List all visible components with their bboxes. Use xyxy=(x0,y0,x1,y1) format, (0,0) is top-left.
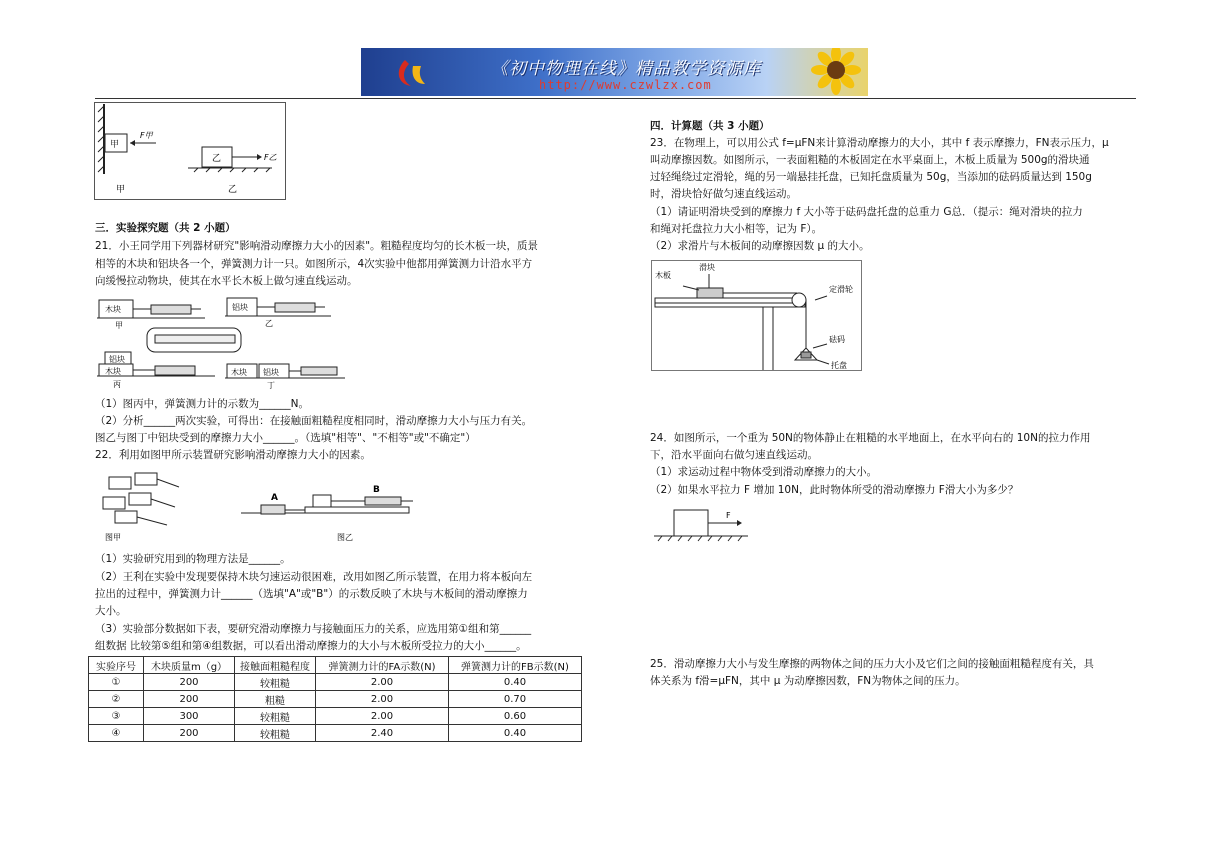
table-cell: ② xyxy=(89,691,144,708)
table-cell: 0.60 xyxy=(449,708,582,725)
fig21-ding: 丁 xyxy=(267,381,275,390)
q21-line-2: 相等的木块和铝块各一个，弹簧测力计一只。如图所示，4次实验中他都用弹簧测力计沿水平方 xyxy=(95,258,533,270)
fig-b-caption: 乙 xyxy=(228,185,238,195)
fig24-force-label: F xyxy=(726,511,731,520)
table-cell: 0.70 xyxy=(449,691,582,708)
experiment-table xyxy=(88,656,582,742)
table-cell: 较粗糙 xyxy=(235,674,316,691)
fig21-jia: 甲 xyxy=(115,321,123,330)
table-cell: 0.40 xyxy=(449,725,582,742)
table-cell: 200 xyxy=(144,674,235,691)
fig21-bing: 丙 xyxy=(113,380,121,389)
force-a-label: F甲 xyxy=(140,131,153,140)
table-header-cell: 接触面粗糙程度 xyxy=(235,657,316,674)
table-cell: 2.40 xyxy=(316,725,449,742)
table-header-cell: 弹簧测力计的FA示数(N) xyxy=(316,657,449,674)
q22-sub-6: 组数据 比较第⑤组和第④组数据，可以看出滑动摩擦力的大小与木板所受拉力的大小______。 xyxy=(95,640,527,652)
table-header-row xyxy=(89,657,582,674)
q23-line-3: 过轻绳绕过定滑轮，绳的另一端悬挂托盘，已知托盘质量为 50g，当添加的砝码质量达到 150g xyxy=(650,171,1092,183)
q25-line-1: 25．滑动摩擦力大小与发生摩擦的两物体之间的压力大小及它们之间的接触面粗糙程度有关，具 xyxy=(650,658,1094,670)
fig23-board: 木板 xyxy=(655,271,671,280)
table-cell: 0.40 xyxy=(449,674,582,691)
table-cell: 2.00 xyxy=(316,708,449,725)
banner-url: http://www.czwlzx.com xyxy=(539,78,712,92)
block-b-label: 乙 xyxy=(212,154,222,164)
fig-a-caption: 甲 xyxy=(116,185,126,195)
figure-q22 xyxy=(95,467,420,545)
force-b-label: F乙 xyxy=(264,153,277,162)
fig21-al-2: 铝块 xyxy=(109,355,125,364)
q22-sub-2: （2）王利在实验中发现要保持木块匀速运动很困难，改用如图乙所示装置，在用力将本板向左 xyxy=(95,571,533,583)
banner-title: 《初中物理在线》精品教学资源库 xyxy=(491,59,761,79)
sunflower-icon xyxy=(798,48,868,96)
q22-line: 22．利用如图甲所示装置研究影响滑动摩擦力大小的因素。 xyxy=(95,449,371,461)
table-cell: 300 xyxy=(144,708,235,725)
fig23-tray: 托盘 xyxy=(831,361,847,370)
fig22-caption-a: 图甲 xyxy=(105,533,121,542)
q24-line-2: 下，沿水平面向右做匀速直线运动。 xyxy=(650,449,818,461)
table-row xyxy=(89,708,582,725)
q23-line-4: 时，滑块恰好做匀速直线运动。 xyxy=(650,188,797,200)
q23-line-6: 和绳对托盘拉力大小相等，记为 F）。 xyxy=(650,223,823,235)
table-cell: 较粗糙 xyxy=(235,725,316,742)
figure-q24 xyxy=(652,504,752,544)
q21-sub-2: （2）分析______两次实验，可得出：在接触面粗糙程度相同时，滑动摩擦力大小与压力有关。 xyxy=(95,415,533,427)
q23-line-5: （1）请证明滑块受到的摩擦力 f 大小等于砝码盘托盘的总重力 G总．（提示：绳对滑块的拉力 xyxy=(650,206,1083,218)
section3-heading: 三．实验探究题（共 2 小题） xyxy=(95,222,236,234)
section4-heading: 四．计算题（共 3 小题） xyxy=(650,120,770,132)
header-rule xyxy=(95,98,1136,99)
block-a-label: 甲 xyxy=(110,140,120,150)
q22-sub-5: （3）实验部分数据如下表，要研究滑动摩擦力与接触面压力的关系，应选用第①组和第______ xyxy=(95,623,532,635)
q23-line-2: 叫动摩擦因数。如图所示，一表面粗糙的木板固定在水平桌面上，木板上质量为 500g的滑块通 xyxy=(650,154,1090,166)
table-cell: 2.00 xyxy=(316,691,449,708)
q24-line-3: （1）求运动过程中物体受到滑动摩擦力的大小。 xyxy=(650,466,878,478)
fig21-wood-2: 木块 xyxy=(105,367,121,376)
fig23-pulley: 定滑轮 xyxy=(829,285,853,294)
figure-friction-blocks xyxy=(94,102,286,200)
table-row xyxy=(89,674,582,691)
fig21-al-3: 铝块 xyxy=(263,368,279,377)
table-cell: 200 xyxy=(144,725,235,742)
q21-sub-3: 图乙与图丁中铝块受到的摩擦力大小______。（选填"相等"、"不相等"或"不确定"） xyxy=(95,432,476,444)
q23-line-1: 23．在物理上，可以用公式 f=μFN来计算滑动摩擦力的大小，其中 f 表示摩擦力，FN表示压力，μ xyxy=(650,137,1109,149)
q24-line-1: 24．如图所示，一个重为 50N的物体静止在粗糙的水平地面上，在水平向右的 10N的拉力作用 xyxy=(650,432,1091,444)
table-header-cell: 弹簧测力计的FB示数(N) xyxy=(449,657,582,674)
header-banner xyxy=(361,48,868,96)
table-row xyxy=(89,725,582,742)
fig21-wood-1: 木块 xyxy=(105,305,121,314)
fig21-wood-3: 木块 xyxy=(231,368,247,377)
q21-line-3: 向缓慢拉动物块，使其在水平长木板上做匀速直线运动。 xyxy=(95,275,358,287)
q22-sub-1: （1）实验研究用到的物理方法是______。 xyxy=(95,553,291,565)
fig21-yi: 乙 xyxy=(265,319,273,328)
logo-icon xyxy=(391,56,435,88)
q21-sub-1: （1）图丙中，弹簧测力计的示数为______N。 xyxy=(95,398,310,410)
fig22-label-a: A xyxy=(271,493,278,503)
q22-sub-3: 拉出的过程中，弹簧测力计______（选填"A"或"B"）的示数反映了木块与木板间的滑动摩擦力 xyxy=(95,588,528,600)
fig22-caption-b: 图乙 xyxy=(337,533,353,542)
q25-line-2: 体关系为 f滑=μFN，其中 μ 为动摩擦因数，FN为物体之间的压力。 xyxy=(650,675,966,687)
table-cell: ④ xyxy=(89,725,144,742)
table-row xyxy=(89,691,582,708)
figure-q21 xyxy=(95,294,353,394)
fig22-label-b: B xyxy=(373,485,380,495)
fig23-weight: 砝码 xyxy=(829,335,845,344)
table-cell: 200 xyxy=(144,691,235,708)
table-cell: 2.00 xyxy=(316,674,449,691)
q23-line-7: （2）求滑片与木板间的动摩擦因数 μ 的大小。 xyxy=(650,240,870,252)
fig23-slider: 滑块 xyxy=(699,263,715,272)
table-cell: ① xyxy=(89,674,144,691)
table-cell: 粗糙 xyxy=(235,691,316,708)
table-header-cell: 实验序号 xyxy=(89,657,144,674)
figure-q23 xyxy=(651,260,863,372)
q24-line-4: （2）如果水平拉力 F 增加 10N，此时物体所受的滑动摩擦力 F滑大小为多少？ xyxy=(650,484,1019,496)
table-cell: 较粗糙 xyxy=(235,708,316,725)
q22-sub-4: 大小。 xyxy=(95,605,127,617)
q21-line-1: 21．小王同学用下列器材研究"影响滑动摩擦力大小的因素"。粗糙程度均匀的长木板一块，质景 xyxy=(95,240,539,252)
fig21-al-1: 铝块 xyxy=(232,303,248,312)
table-cell: ③ xyxy=(89,708,144,725)
table-header-cell: 木块质量m（g） xyxy=(144,657,235,674)
